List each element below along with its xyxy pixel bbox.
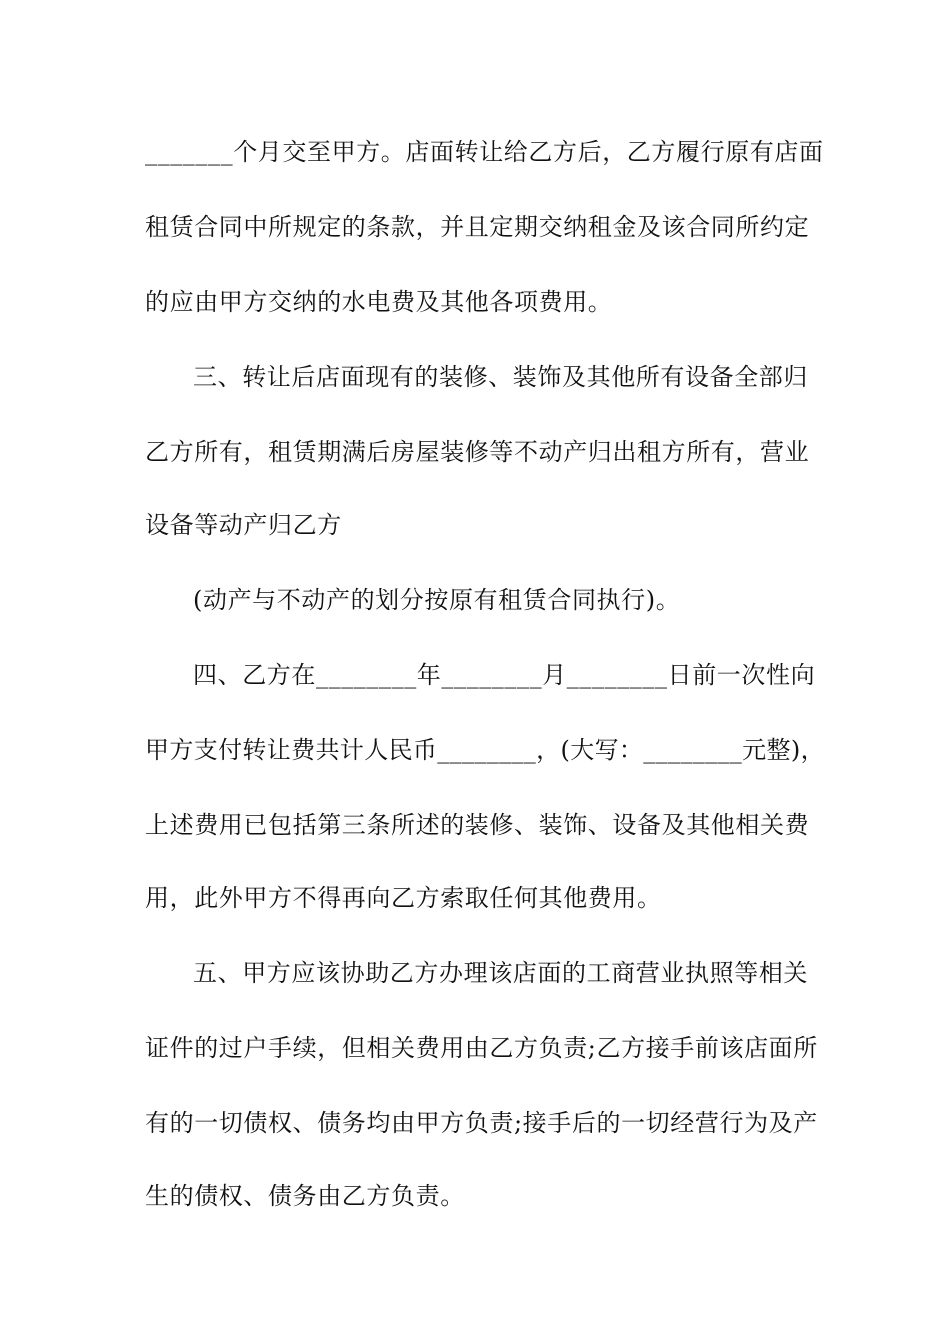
text-line: 的应由甲方交纳的水电费及其他各项费用。 xyxy=(145,288,613,316)
text-line: 租赁合同中所规定的条款，并且定期交纳租金及该合同所约定 xyxy=(145,213,810,241)
text-line: 设备等动产归乙方 xyxy=(145,511,342,539)
text-line: 上述费用已包括第三条所述的装修、装饰、设备及其他相关费 xyxy=(145,811,810,839)
clause-five-heading-line: 五、甲方应该协助乙方办理该店面的工商营业执照等相关 xyxy=(193,959,808,987)
text-line: 生的债权、债务由乙方负责。 xyxy=(145,1182,465,1210)
text-line: 有的一切债权、债务均由甲方负责;接手后的一切经营行为及产 xyxy=(145,1109,818,1137)
clause-four-heading-line: 四、乙方在________年________月________日前一次性向 xyxy=(193,661,816,689)
text-line: _______个月交至甲方。店面转让给乙方后，乙方履行原有店面 xyxy=(145,138,824,166)
text-line: 乙方所有，租赁期满后房屋装修等不动产归出租方所有，营业 xyxy=(145,438,810,466)
clause-three-heading-line: 三、转让后店面现有的装修、装饰及其他所有设备全部归 xyxy=(193,363,808,391)
text-line: 证件的过户手续，但相关费用由乙方负责;乙方接手前该店面所 xyxy=(145,1034,818,1062)
text-line: 用，此外甲方不得再向乙方索取任何其他费用。 xyxy=(145,884,662,912)
text-line: 甲方支付转让费共计人民币________，(大写：________元整)， xyxy=(145,736,825,764)
text-line: (动产与不动产的划分按原有租赁合同执行)。 xyxy=(193,586,681,614)
